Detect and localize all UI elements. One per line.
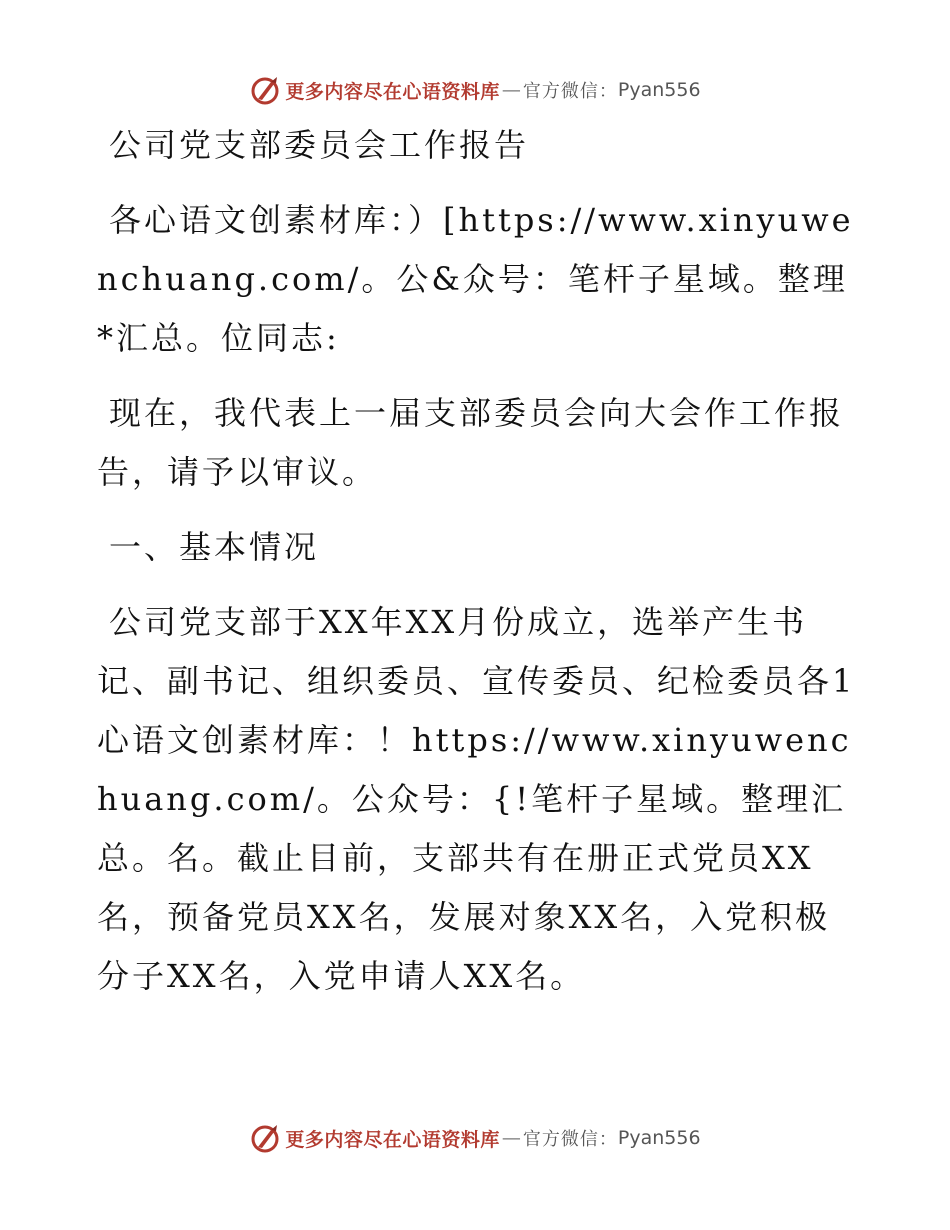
banner-separator: —: [501, 79, 521, 101]
banner-main-text: 更多内容尽在心语资料库: [285, 1128, 500, 1151]
banner-wechat-id: Pyan556: [617, 79, 701, 101]
quill-circle-logo-icon: [249, 1122, 281, 1154]
footer-watermark-banner: [0, 1118, 950, 1158]
paragraph-greeting: 各心语文创素材库：）[https://www.xinyuwenchuang.com/。公&众号：笔杆子星域。整理*汇总。位同志:: [97, 201, 854, 357]
paragraph-basic-info: 公司党支部于XX年XX月份成立，选举产生书记、副书记、组织委员、宣传委员、纪检委员各1心语文创素材库：！https://www.xinyuwenchuang.com/。公众号：{!笔杆子星域。整理汇总。名。截止目前，支部共有在册正式党员XX名，预备党员XX名，发展对象XX名，入党积极分子XX名，入党申请人XX名。: [97, 603, 856, 995]
paragraph-intro: 现在，我代表上一届支部委员会向大会作工作报告，请予以审议。: [97, 394, 845, 491]
document-title: 公司党支部委员会工作报告: [109, 126, 530, 164]
banner-wechat-id: Pyan556: [617, 1127, 701, 1149]
quill-circle-logo-icon: [249, 74, 281, 106]
banner-separator: —: [501, 1127, 521, 1149]
banner-wechat-label: 官方微信：: [522, 1129, 618, 1150]
header-watermark-banner: [0, 70, 950, 110]
banner-main-text: 更多内容尽在心语资料库: [285, 80, 500, 103]
banner-wechat-label: 官方微信：: [522, 81, 618, 102]
section-heading-basic-info: 一、基本情况: [109, 528, 320, 566]
document-body: [97, 116, 857, 1022]
